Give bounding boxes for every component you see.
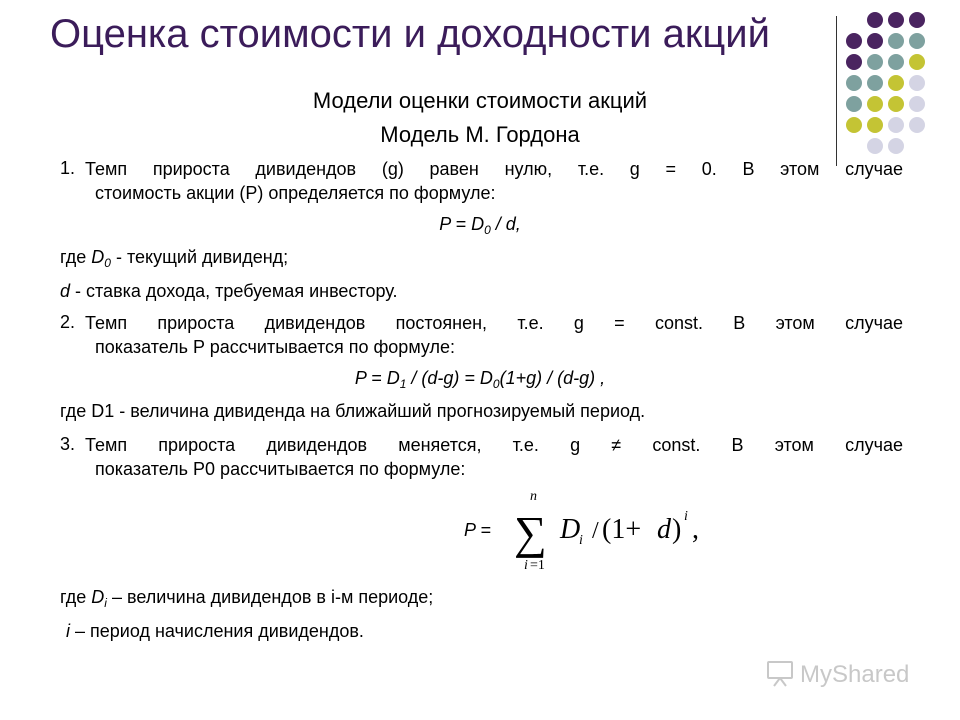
item-1-line1: Темп прироста дивидендов (g) равен нулю, т.е. g = 0. В этом случае bbox=[85, 159, 903, 179]
decorative-dot bbox=[846, 54, 862, 70]
decorative-dot bbox=[909, 54, 925, 70]
formula-3-sum bbox=[460, 490, 720, 574]
item-2-number: 2. bbox=[60, 312, 76, 332]
term-D: D bbox=[560, 514, 581, 545]
decorative-dot bbox=[888, 33, 904, 49]
subtitle-models: Модели оценки стоимости акций bbox=[312, 88, 648, 113]
myshared-watermark bbox=[766, 656, 936, 690]
decorative-dot bbox=[888, 12, 904, 28]
presentation-icon bbox=[768, 662, 792, 686]
item-3-line2: показатель P0 рассчитывается по формуле: bbox=[95, 459, 466, 479]
decorative-dot bbox=[867, 33, 883, 49]
decorative-dot bbox=[846, 33, 862, 49]
item-2-line2: показатель P рассчитывается по формуле: bbox=[95, 337, 456, 357]
where-d0: где $D_0$ - текущий дивиденд; bbox=[60, 247, 289, 270]
decorative-dot bbox=[909, 33, 925, 49]
decorative-dot bbox=[867, 12, 883, 28]
decorative-dot bbox=[909, 12, 925, 28]
formula-1: $P = D_0 / d$, bbox=[439, 214, 521, 237]
term-D-subscript: i bbox=[579, 533, 583, 548]
decorative-dot bbox=[867, 54, 883, 70]
term-slash: / bbox=[592, 518, 599, 544]
item-1-number: 1. bbox=[60, 158, 76, 178]
item-3-line1: Темп прироста дивидендов меняется, т.е. g ≠ const. В этом случае bbox=[85, 435, 903, 455]
item-1-line2: стоимость акции (P) определяется по формуле: bbox=[95, 183, 496, 203]
term-paren-close: ) bbox=[672, 514, 682, 545]
term-d: d bbox=[657, 514, 671, 545]
slide-title: Оценка стоимости и доходности акций bbox=[50, 12, 770, 56]
term-exponent: i bbox=[684, 509, 688, 524]
sigma-symbol: ∑ bbox=[514, 507, 547, 558]
where-i: i – период начисления дивидендов. bbox=[66, 621, 364, 641]
term-paren-open: (1+ bbox=[602, 514, 642, 545]
where-di: где $D_i$ – величина дивидендов в i-м периоде; bbox=[60, 587, 434, 610]
formula-3-lhs: P = bbox=[464, 520, 491, 540]
where-d1: где D1 - величина дивиденда на ближайший прогнозируемый период. bbox=[60, 401, 646, 421]
sum-lower-limit: =1 bbox=[530, 558, 545, 573]
formula-2: $P = D_1 / (d-g) = D_0(1+g) / (d-g)$ , bbox=[354, 368, 606, 391]
decorative-dot bbox=[888, 54, 904, 70]
watermark-text: MyShared bbox=[800, 661, 910, 688]
subtitle-gordon: Модель М. Гордона bbox=[380, 122, 580, 147]
term-comma: , bbox=[692, 514, 699, 545]
sum-upper-limit: n bbox=[530, 490, 537, 504]
sum-lower-index: i bbox=[524, 558, 528, 573]
item-2-line1: Темп прироста дивидендов постоянен, т.е. g = const. В этом случае bbox=[85, 313, 903, 333]
item-3-number: 3. bbox=[60, 434, 76, 454]
where-d: d - ставка дохода, требуемая инвестору. bbox=[60, 281, 398, 301]
